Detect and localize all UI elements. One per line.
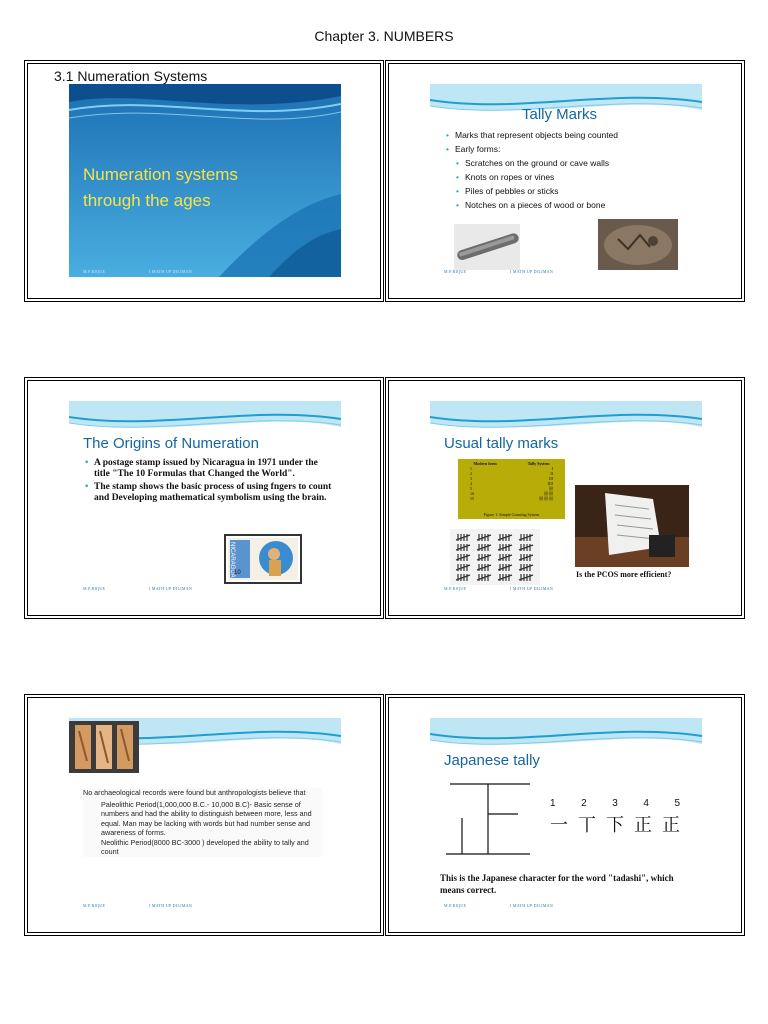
slide-footer-right: I MATH UP DILIMAN <box>510 269 554 274</box>
sub-bullet: • Piles of pebbles or sticks <box>456 184 618 198</box>
nicaragua-stamp <box>224 534 302 584</box>
pcos-caption: Is the PCOS more efficient? <box>576 570 672 579</box>
slide-5-content <box>83 788 323 857</box>
notched-bone-image <box>454 224 520 270</box>
slide-footer-right: I MATH UP DILIMAN <box>149 269 193 274</box>
page-title: Chapter 3. NUMBERS <box>314 28 454 44</box>
slide-5-item: Neolithic Period(8000 BC-3000 ) developed the ability to tally and count <box>101 837 309 856</box>
stamp-value: 10 <box>234 570 241 576</box>
slide-4-title: Usual tally marks <box>444 435 559 452</box>
slide-2 <box>430 84 702 277</box>
tally-table-row: 15 卌 卌 卌 <box>470 496 553 501</box>
bullet: • The stamp shows the basic process of using fngers to count and Developing mathematical symbolism using the brain. <box>85 482 335 504</box>
tally-table-header: Modern form Tally System <box>473 461 550 466</box>
section-heading: 3.1 Numeration Systems <box>54 68 208 84</box>
bullet: • Marks that represent objects being counted <box>446 128 618 142</box>
tally-table-body <box>458 466 565 501</box>
bullet: • Early forms: <box>446 142 618 156</box>
tally-table-row: 4 IIII <box>470 481 553 486</box>
slide-frame-6 <box>388 697 742 933</box>
slide-frame-2 <box>388 63 742 299</box>
tally-numbers: 1 2 3 4 5 <box>550 798 680 809</box>
tadashi-caption: This is the Japanese character for the word "tadashi", which means correct. <box>440 873 674 895</box>
pcos-machine-image <box>575 485 689 567</box>
tally-table-row: 2 II <box>470 471 553 476</box>
tally-table-row: 1 I <box>470 466 553 471</box>
japanese-tally-sequence <box>550 798 680 837</box>
slide-5-item: Paleolithic Period(1,000,000 B.C.- 10,000 B.C)- Basic sense of numbers and had the ability to distinguish between more, less and equal. Man may be lacking with words but had number sense and awareness of forms. <box>101 799 312 837</box>
tally-table-row: 5 卌 <box>470 486 553 491</box>
slide-1 <box>69 84 341 277</box>
slide-5 <box>69 718 341 911</box>
slide-footer-left: M.P.RIQUE <box>444 586 467 591</box>
slide-2-title: Tally Marks <box>522 106 598 123</box>
slide-4 <box>430 401 702 594</box>
tally-table-row: 10 卌 卌 <box>470 491 553 496</box>
slide-frame-3 <box>27 380 381 616</box>
slide-2-bullets <box>446 128 618 212</box>
tally-strokes: 一 丅 下 正 正 <box>550 815 680 836</box>
sub-bullet: • Notches on a pieces of wood or bone <box>456 198 618 212</box>
bone-tally-image <box>69 721 139 773</box>
slide-1-title: Numeration systems through the ages <box>83 165 238 210</box>
tally-table-caption: Figure 1: Simple Counting System <box>483 512 540 517</box>
tally-grid-image <box>450 529 540 585</box>
slide-footer-right: I MATH UP DILIMAN <box>149 903 193 908</box>
slide-3 <box>69 401 341 594</box>
slide-footer-right: I MATH UP DILIMAN <box>510 903 554 908</box>
sub-bullet: • Scratches on the ground or cave walls <box>456 156 618 170</box>
slide-footer-left: M.P.RIQUE <box>83 586 106 591</box>
tally-table-row: 3 III <box>470 476 553 481</box>
tally-table <box>458 459 565 519</box>
slide-6-title: Japanese tally <box>444 752 540 769</box>
slide-frame-1 <box>27 63 381 299</box>
slide-footer-right: I MATH UP DILIMAN <box>510 586 554 591</box>
slide-footer-left: M.P.RIQUE <box>83 269 106 274</box>
sub-bullet: • Knots on ropes or vines <box>456 170 618 184</box>
bullet: • A postage stamp issued by Nicaragua in 1971 under the title "The 10 Formulas that Changed the World". <box>85 458 335 480</box>
slide-6 <box>430 718 702 911</box>
slide-3-bullets <box>85 458 335 506</box>
slide-3-title: The Origins of Numeration <box>83 435 259 452</box>
slide-frame-5 <box>27 697 381 933</box>
slide-footer-left: M.P.RIQUE <box>444 903 467 908</box>
slide-footer-left: M.P.RIQUE <box>444 269 467 274</box>
slide-5-intro: No archaeological records were found but anthropologists believe that <box>83 788 306 797</box>
stamp-country: NICARAGUA <box>229 542 235 578</box>
tadashi-character-diagram <box>440 776 540 860</box>
slide-frame-4 <box>388 380 742 616</box>
slide-footer-left: M.P.RIQUE <box>83 903 106 908</box>
slide-footer-right: I MATH UP DILIMAN <box>149 586 193 591</box>
cave-wall-image <box>598 219 678 270</box>
